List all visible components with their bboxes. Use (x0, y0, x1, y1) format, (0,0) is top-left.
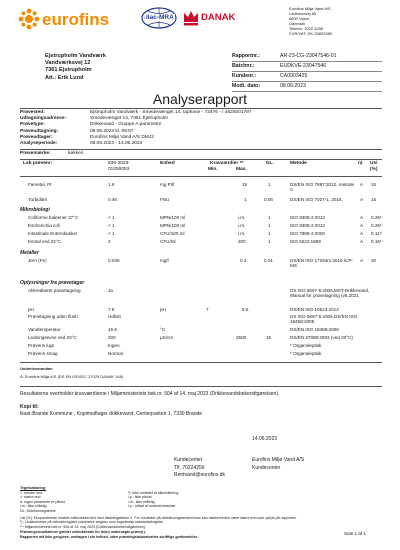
cell-name: Prøvetagning uden flush (28, 314, 78, 319)
cell-name: Ledningsevne ved 20°C (28, 335, 77, 340)
cell-min: 7 (206, 307, 209, 312)
sample-value: Ejstrupholm Vandværk - Smedevænget 14, taphane - 72476 - / 4625001797 (90, 110, 252, 115)
sample-label: Prøveudtager: (20, 134, 53, 140)
legend-item: i.p.: ikke påvist (128, 495, 152, 500)
cell-dl: 1 (268, 231, 271, 236)
company-address (289, 6, 389, 36)
sample-info (20, 110, 382, 147)
cell-value: < 1 (108, 215, 115, 220)
cell-method: DS/EN ISO 7027-1: 2016, (290, 197, 343, 202)
legend-note: Usi (%): Ekspanderede relative måleusikkerhed med dækningsfaktor 2. For resultater på detektionsgrænseniveau kan usikkerheden være større end som oplyst på rapporten. (20, 515, 298, 520)
meta-label: Batchnr.: (232, 63, 255, 69)
legend-note: **: Miljøministeriets bek.nr. 504 af 14. maj 2023 (Drikkevandsbekendtgørelsen). (20, 524, 147, 529)
contact-line: Rentvand@eurofins.dk (174, 472, 225, 479)
cell-value: 16.6 (108, 327, 117, 332)
sample-label: Prøvetype: (20, 122, 45, 128)
col-dl: DL. (266, 161, 274, 166)
meta-label: Kundenr.: (232, 73, 257, 79)
legend-item: i.m.: ikke målelig (128, 499, 155, 504)
customer-address (45, 53, 106, 82)
sample-label: Prøvested: (20, 110, 45, 115)
cell-usi: 0.11¹⁾ (371, 231, 383, 236)
cell-name: Farvetal, Pt (28, 182, 52, 187)
cell-name: Coliforme bakterier 37°C (28, 215, 79, 220)
cell-max: 0.2 (240, 258, 247, 263)
sample-value: Eurofins Miljø Vand A/S DMJ2 (90, 134, 154, 140)
cell-name: Turbiditet (28, 197, 47, 202)
cell-name: Escherichia coli (28, 223, 60, 228)
cell-unit: pH (160, 307, 166, 312)
result-text: Resultaterne overholder kravværdierne i Miljøministeriets bek.nr. 504 af 14. maj 2023 (Drikkevandsbekendtgørelsen). (20, 391, 280, 397)
legend (20, 486, 382, 539)
sample-value: Smedevænget 14, 7361 Ejstrupholm (90, 116, 168, 122)
divider (20, 362, 382, 363)
footer-line: Prøvningsresultaterne gælder udelukkende for de(n) undersøgte prøve(r). (20, 530, 146, 535)
cell-value: 1.6 (108, 182, 115, 187)
danak-text: DANAK (201, 12, 236, 23)
contact-line: Kundecenter (174, 457, 203, 463)
cell-name: Prøvens smag (28, 351, 58, 356)
sample-value: Drikkevand - Gruppe A parametre (90, 122, 162, 128)
cell-name: Kimtal ved 22°C (28, 239, 61, 244)
company-line: Danmark (289, 21, 306, 26)
legend-right (128, 491, 178, 509)
cell-dl: 0.05 (264, 197, 273, 202)
cell-unit: °C (160, 327, 166, 332)
cell-method: ISO 6222:1999 (290, 239, 321, 244)
cell-usi: 0.25¹⁾ (371, 223, 383, 228)
cell-name: Prøvens lugt (28, 343, 54, 348)
cell-max: 1 (244, 197, 247, 202)
cell-value: Udført (108, 314, 121, 319)
legend-item: i.p.: udført af underleverandør (128, 504, 176, 509)
meta-value: CA0003425 (280, 73, 308, 79)
sample-label: Udtagningsadresse: (20, 116, 67, 122)
sample-value: 08.06.2023 kl. 09:57 (90, 128, 134, 134)
col-unit: Enhed (160, 161, 175, 166)
underleverandor-title: Underleverandør: (20, 366, 54, 371)
legend-title: Tegnforklaring: (20, 486, 47, 490)
cell-unit: FNU (160, 197, 170, 202)
section-micro: Mikrobiologi (20, 207, 50, 213)
cell-name: pH (28, 307, 34, 312)
cell-value: 0.46 (108, 197, 117, 202)
cell-dl: 15 (266, 335, 272, 340)
cell-unit: CFU/100 ml (160, 231, 185, 236)
meta-label: Rapportnr.: (232, 53, 260, 59)
cell-unit: mg Pt/l (160, 182, 175, 187)
cell-method: ISO 7899-2:2000 (290, 231, 325, 236)
col-labno2: 01250053 (108, 166, 130, 172)
legend-item: #: ingen parametre er påvist (20, 499, 65, 504)
table-row (20, 314, 382, 326)
cell-name: Akkrediteret prøvetagning (28, 288, 81, 293)
cell-usi: 20 (371, 258, 377, 263)
cell-value: Ja (108, 288, 113, 293)
legend-left (20, 491, 65, 514)
table-row (20, 258, 382, 272)
meta-value: 08.06.2023 (280, 83, 306, 89)
cell-method: ISO 9308-2:2012 (290, 223, 325, 228)
col-max: Max. (236, 167, 247, 172)
cell-unit: MPN/100 ml (160, 215, 186, 220)
cell-method: DS ISO 5667-5:2006,MST-Drikkevand, Manual for prøvetagning (v5.2021 (290, 288, 370, 299)
col-n: n) (358, 161, 363, 166)
customer-name: Ejstrupholm Vandværk (45, 53, 106, 59)
contact-right (252, 457, 304, 472)
cell-n: A (360, 215, 364, 220)
col-usi: Usi (370, 161, 378, 166)
cell-value: 0.045 (108, 258, 120, 263)
sign-date: 14.06.2023 (252, 436, 278, 442)
meta-value: AR-23-CG-23047546-01 (280, 53, 337, 59)
cell-unit: MPN/100 ml (160, 223, 186, 228)
cell-value: < 1 (108, 223, 115, 228)
divider (20, 176, 382, 177)
cell-method: * Organoleptisk (290, 351, 322, 356)
legend-item: ¹): ikke omfattet af akkreditering (128, 490, 179, 495)
cell-max: 2500 (236, 335, 247, 340)
sample-row (20, 141, 382, 147)
cell-dl: 1 (268, 223, 271, 228)
sample-marking (20, 151, 382, 158)
legend-item: DL: Detektionsgrænse (20, 508, 56, 513)
cell-name: Intestinale Enterokokker (28, 231, 78, 236)
ilac-text: ilac-MRA (146, 14, 174, 21)
sample-value: 08.06.2023 - 14.06.2023 (90, 140, 143, 146)
copy-block (20, 404, 202, 418)
cell-usi: 0.25¹⁾ (371, 215, 383, 220)
cell-usi: 15 (371, 182, 377, 187)
danak-logo (182, 7, 236, 29)
cell-dl: 0.01 (264, 258, 273, 263)
legend-item: >: større end (20, 495, 41, 500)
cell-dl: 1 (268, 239, 271, 244)
legend-item: i.m.: ikke målelig (20, 504, 47, 509)
col-krav: Kravværdier ** (210, 161, 244, 166)
cell-method: * Organoleptisk (290, 343, 322, 348)
ilac-mra-logo (140, 7, 178, 29)
meta-row (232, 52, 382, 62)
cell-method: DS/EN ISO 7887:2012, metode C (290, 182, 355, 192)
contact-left (174, 457, 225, 480)
cell-value: 2 (108, 239, 111, 244)
divider (20, 159, 382, 160)
cell-n: A (360, 182, 364, 187)
meta-row (232, 72, 382, 82)
cell-n: A (360, 231, 364, 236)
cell-n: A (360, 239, 364, 244)
eurofins-logo (18, 8, 128, 30)
company-line: Telefon: 7022 4256 (289, 26, 324, 31)
legend-footer (20, 530, 382, 539)
table-row (20, 197, 382, 207)
eurofins-logo-text: eurofins (42, 10, 110, 29)
cell-method: ISO 9308-2:2012 (290, 215, 325, 220)
cell-value: Normal (108, 351, 123, 356)
cell-max: 200 (238, 239, 246, 244)
cell-max: i.m. (238, 231, 246, 236)
copy-title: Kopi til: (20, 404, 39, 410)
cell-name: Vandtemperatur (28, 327, 61, 332)
company-line: Eurofins Miljø Vand A/S (289, 6, 331, 11)
cell-n: A (360, 223, 364, 228)
underleverandor (20, 366, 123, 379)
col-method: Metode (290, 161, 307, 166)
col-lab: Lab prøvenr: (23, 161, 53, 166)
table-header (20, 161, 382, 175)
page-number: Side 1 af 1 (344, 531, 366, 536)
cell-max: i.m. (238, 223, 246, 228)
customer-street: Vandværksvej 12 (45, 60, 91, 67)
copy-text: Ikast-Brande Kommune , Kopimodtager drikkevand, Centerparken 1, 7330 Brande (20, 411, 203, 417)
cell-value: < 1 (108, 231, 115, 236)
contact-line: Kundecenter (252, 464, 281, 471)
contact-line: Tlf. 70224256 (174, 464, 205, 471)
cell-unit: CFU/ml (160, 239, 176, 244)
cell-n: A (360, 197, 364, 202)
cell-value: 200 (108, 335, 116, 340)
section-info: Oplysninger fra prøvetager (20, 280, 85, 286)
company-line: Ladelundvej 85 (289, 11, 317, 16)
cell-name: Jern (Fe) (28, 258, 47, 263)
customer-att: Att.: Erik Lund (45, 74, 84, 81)
report-meta (232, 52, 382, 92)
company-line: 6600 Vejen (289, 16, 310, 21)
cell-usi: 0.15¹⁾ (371, 239, 383, 244)
col-min: Min. (208, 167, 218, 172)
legend-item: <: mindre end (20, 490, 43, 495)
marking-value: køkken (68, 151, 84, 156)
meta-label: Modt. dato: (232, 83, 260, 89)
sample-label: Prøveudtagning: (20, 128, 59, 134)
footer-line: Rapporten må ikke gengives, undtagen i sin helhed, uden prøvningslaboratoriets skriftlige godkendelse. (20, 534, 199, 539)
cell-method: DS/EN 27888:2003 (ved 20°C) (290, 335, 353, 340)
meta-value: EUDKVE-23047546 (280, 63, 327, 69)
cell-n: A (360, 258, 364, 263)
sample-label: Analyseperiode: (20, 140, 58, 146)
col-usi-unit: (%) (370, 167, 378, 172)
divider (20, 108, 382, 109)
company-line: CVR/VAT: DK-29822980 (289, 31, 333, 36)
cell-max: 15 (242, 182, 248, 187)
crown-icon (182, 8, 200, 28)
cell-dl: 1 (268, 215, 271, 220)
cell-max: i.m. (238, 215, 246, 220)
cell-unit: mg/l (160, 258, 169, 263)
legend-note: ¹) : Usikkerheder på mikrobiologiske parametre angives som logaritmisk standardafvigelse (20, 520, 164, 525)
customer-city: 7361 Ejstrupholm (45, 67, 92, 74)
divider (20, 149, 382, 150)
meta-row (232, 62, 382, 72)
divider (20, 386, 382, 387)
cell-method: DS ISO 5667-5:2006,DS/EN ISO 19458:2006 (290, 314, 358, 325)
contact-line: Eurofins Miljø Vand A/S (252, 457, 305, 463)
cell-dl: 1 (268, 182, 271, 187)
page-title: Analyserapport (152, 91, 248, 107)
cell-usi: 15 (371, 197, 377, 202)
cell-unit: µS/cm (160, 335, 174, 340)
table-row (20, 182, 382, 192)
legend-columns (20, 491, 382, 516)
table-row (20, 351, 382, 361)
table-row (20, 239, 382, 249)
cell-value: 7.8 (108, 307, 115, 312)
cell-method: DS/EN ISO 17294m:2016 ICP-MS (290, 258, 354, 268)
cell-method: DS/EN ISO 19458:2006 (290, 327, 339, 332)
marking-label: Prøvemærke: (20, 151, 51, 156)
cell-value: Ingen (108, 343, 120, 348)
section-metals: Metaller (20, 250, 39, 256)
cell-max: 8.5 (242, 307, 249, 312)
col-labno: 835-2023- (108, 161, 130, 166)
cell-method: DS/EN ISO 10523:2012 (290, 307, 339, 312)
eurofins-logo-icon (18, 8, 40, 30)
underleverandor-text: A: Eurofins Miljø A/S (DS EN ISO/IEC 17025 DANAK 168) (20, 374, 124, 379)
